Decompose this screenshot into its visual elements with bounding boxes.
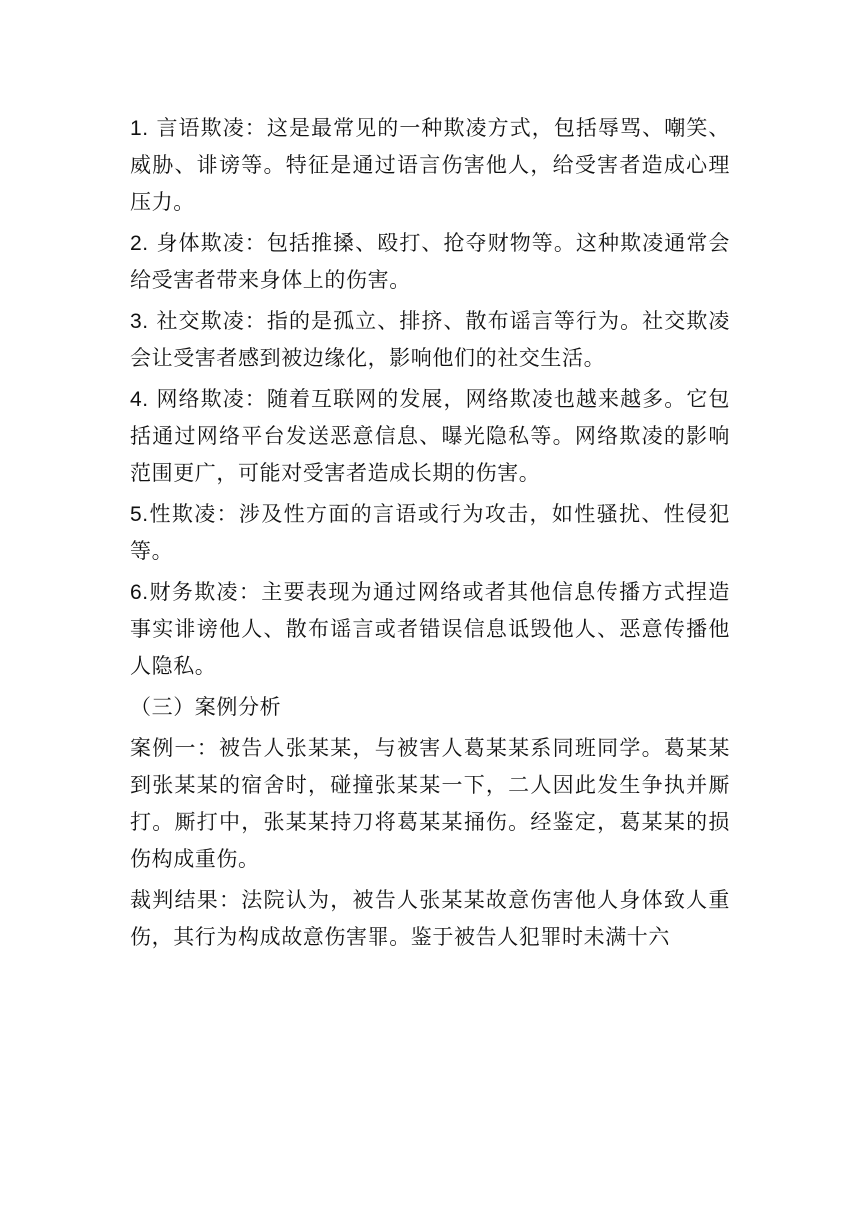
list-text: 言语欺凌：这是最常见的一种欺凌方式，包括辱骂、嘲笑、威胁、诽谤等。特征是通过语言伤害他人，给受害者造成心理压力。 bbox=[130, 116, 730, 214]
document-page bbox=[130, 110, 730, 960]
list-number: 2. bbox=[130, 232, 149, 255]
list-text: 社交欺凌：指的是孤立、排挤、散布谣言等行为。社交欺凌会让受害者感到被边缘化，影响他们的社交生活。 bbox=[130, 309, 730, 370]
list-item-cyber-bullying bbox=[130, 381, 730, 492]
list-number: 6. bbox=[130, 581, 149, 604]
list-text: 身体欺凌：包括推搡、殴打、抢夺财物等。这种欺凌通常会给受害者带来身体上的伤害。 bbox=[130, 231, 730, 292]
list-text: 财务欺凌：主要表现为通过网络或者其他信息传播方式捏造事实诽谤他人、散布谣言或者错误信息诋毁他人、恶意传播他人隐私。 bbox=[130, 580, 730, 678]
list-item-financial-bullying bbox=[130, 574, 730, 685]
list-text: 网络欺凌：随着互联网的发展，网络欺凌也越来越多。它包括通过网络平台发送恶意信息、曝光隐私等。网络欺凌的影响范围更广，可能对受害者造成长期的伤害。 bbox=[130, 387, 730, 485]
section-heading: （三）案例分析 bbox=[130, 695, 282, 719]
list-item-verbal-bullying bbox=[130, 110, 730, 221]
list-item-physical-bullying bbox=[130, 225, 730, 299]
case-one-paragraph: 案例一：被告人张某某，与被害人葛某某系同班同学。葛某某到张某某的宿舍时，碰撞张某某一下，二人因此发生争执并厮打。厮打中，张某某持刀将葛某某捅伤。经鉴定，葛某某的损伤构成重伤。 bbox=[130, 736, 730, 871]
list-number: 5. bbox=[130, 503, 149, 526]
list-number: 4. bbox=[130, 388, 149, 411]
verdict-paragraph: 裁判结果：法院认为，被告人张某某故意伤害他人身体致人重伤，其行为构成故意伤害罪。鉴于被告人犯罪时未满十六 bbox=[130, 888, 730, 949]
list-number: 1. bbox=[130, 117, 149, 140]
list-text: 性欺凌：涉及性方面的言语或行为攻击，如性骚扰、性侵犯等。 bbox=[130, 502, 730, 563]
list-number: 3. bbox=[130, 310, 149, 333]
list-item-sexual-bullying bbox=[130, 496, 730, 570]
list-item-social-bullying bbox=[130, 303, 730, 377]
